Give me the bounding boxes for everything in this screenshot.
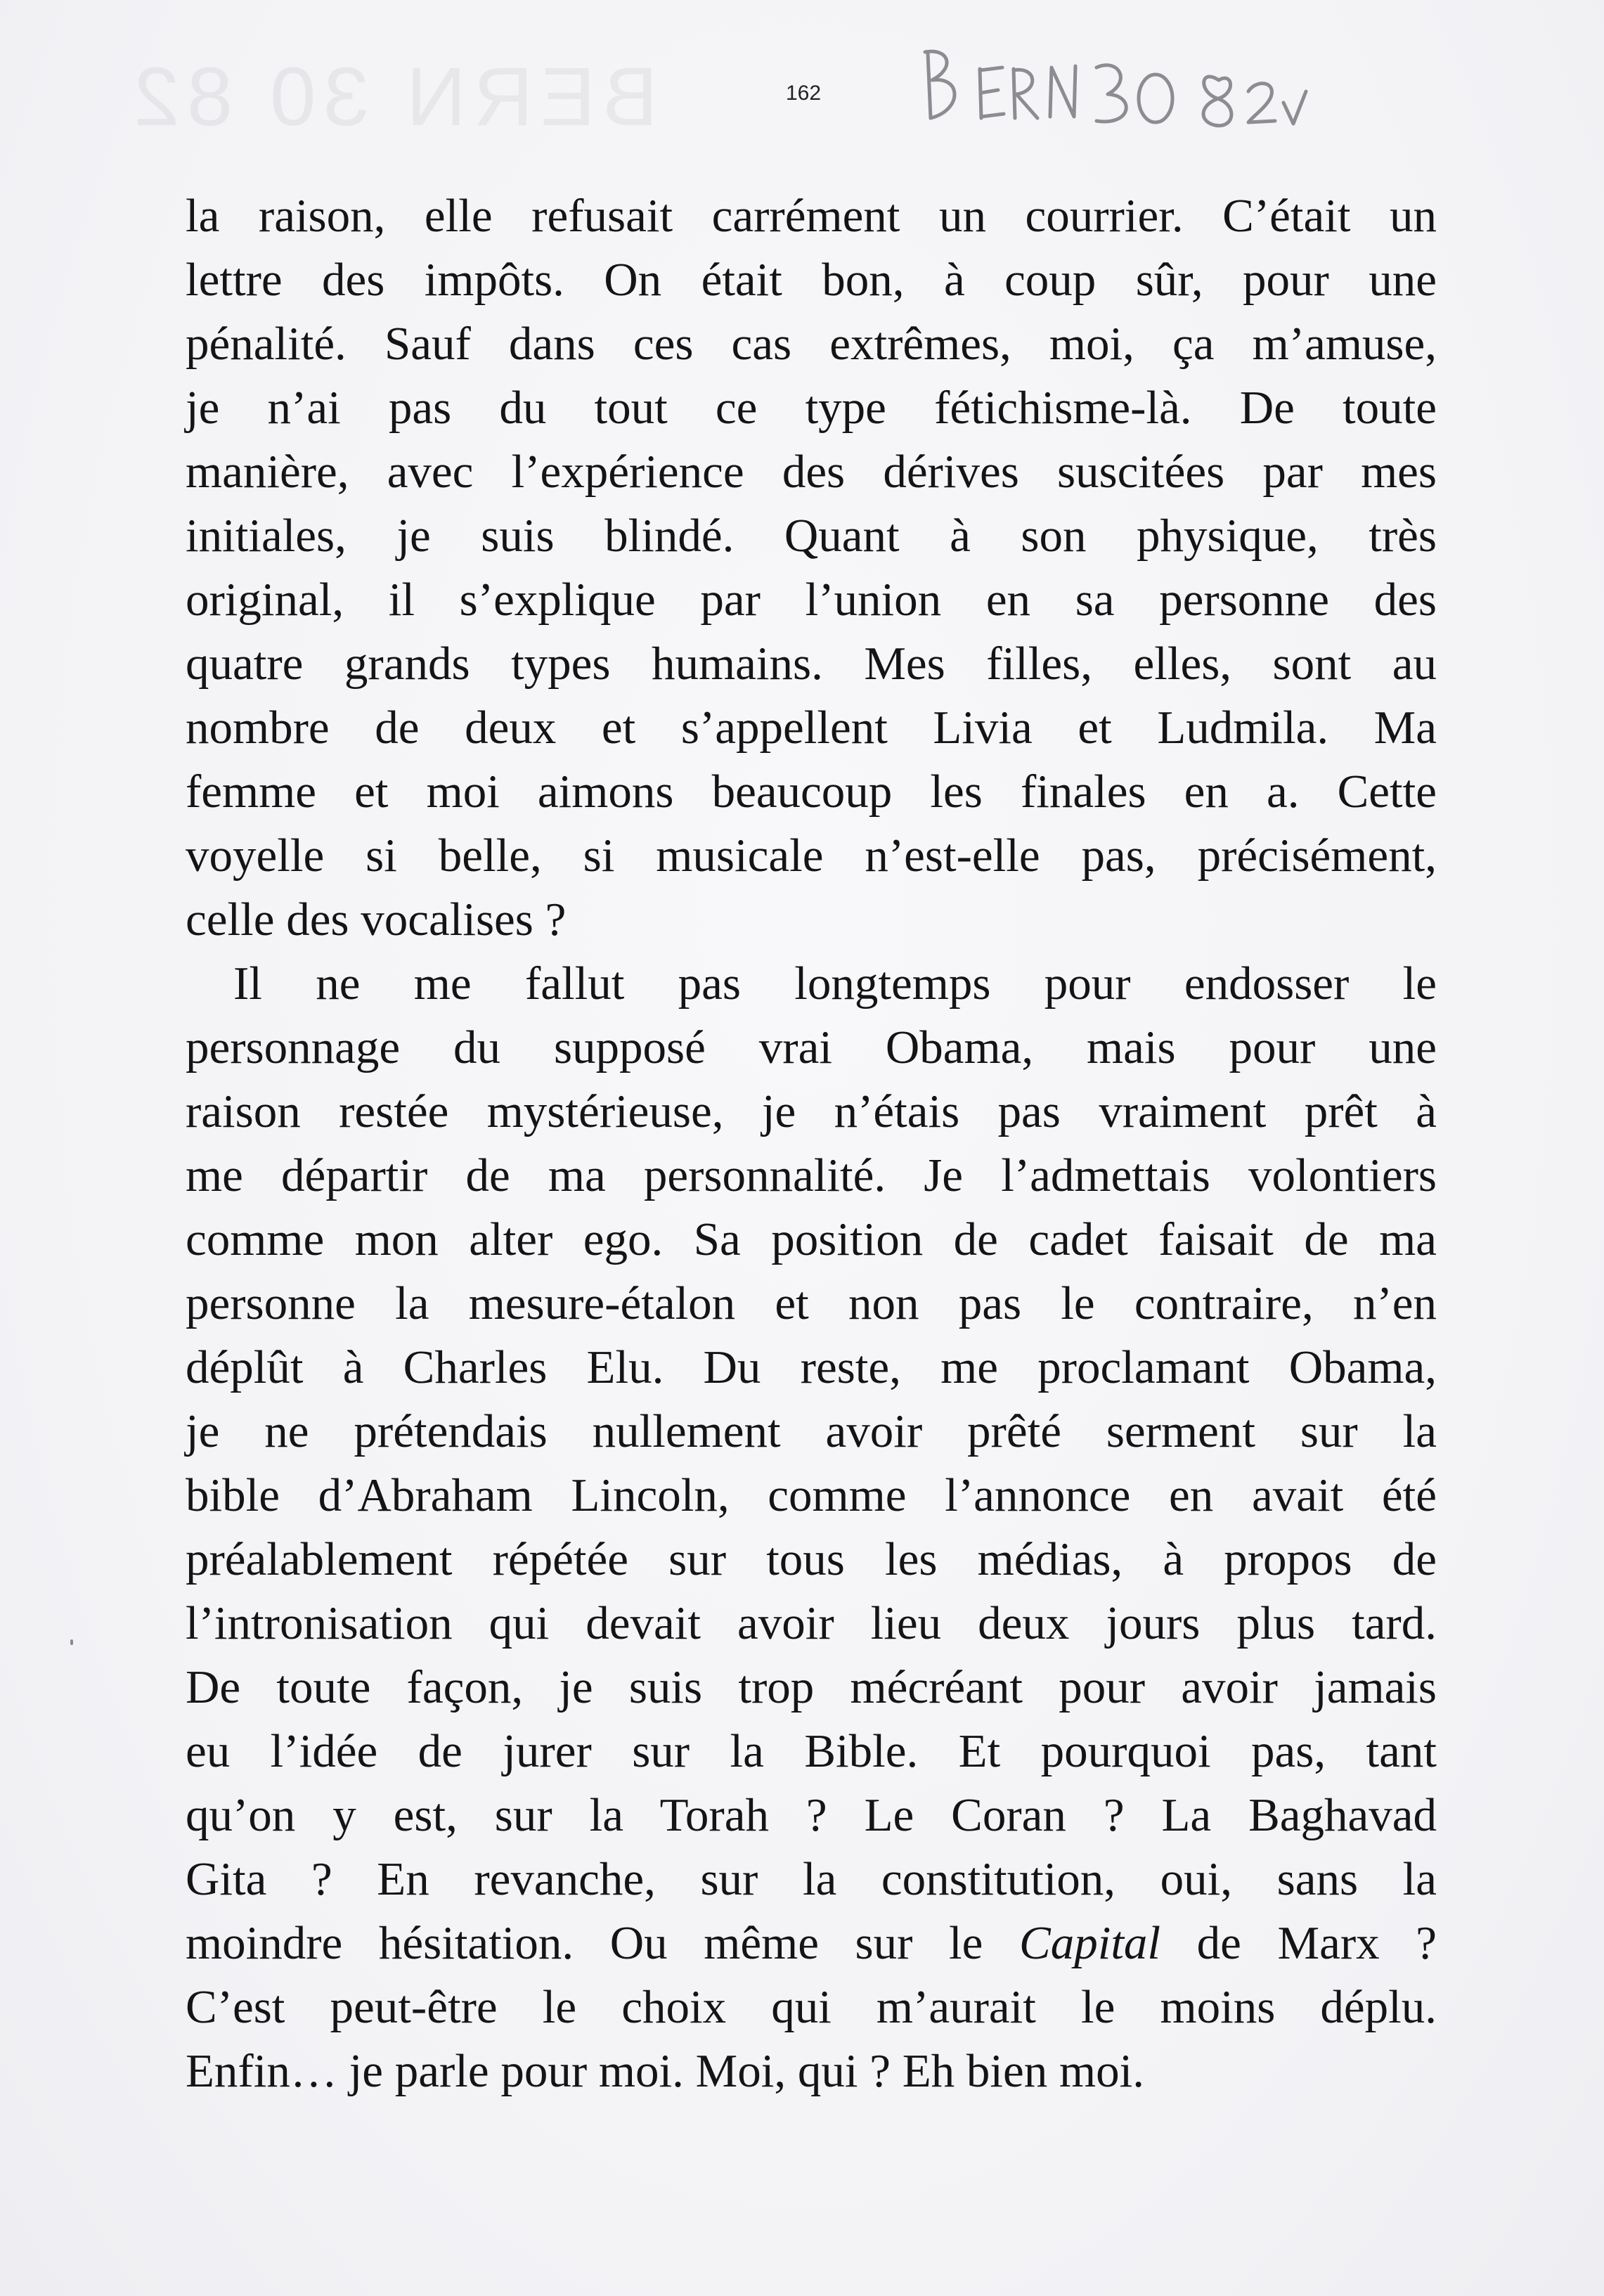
paragraph-end-line: Enfin… je parle pour moi. Moi, qui ? Eh bien moi. bbox=[186, 2045, 1144, 2097]
text-line: la raison, elle refusait carrément un courrier. C’était un bbox=[186, 190, 1437, 242]
body-text bbox=[186, 184, 1437, 2103]
text-line: quatre grands types humains. Mes filles, elles, sont au bbox=[186, 638, 1437, 690]
text-line: personnage du supposé vrai Obama, mais pour une bbox=[186, 1021, 1437, 1073]
text-line: voyelle si belle, si musicale n’est-elle pas, précisément, bbox=[186, 830, 1437, 882]
text-line: raison restée mystérieuse, je n’étais pas vraiment prêt à bbox=[186, 1085, 1437, 1137]
text-line: je n’ai pas du tout ce type fétichisme-là. De toute bbox=[186, 382, 1437, 434]
text-line: original, il s’explique par l’union en sa personne des bbox=[186, 574, 1437, 626]
paragraph-end-line: celle des vocalises ? bbox=[186, 894, 567, 946]
bleed-through-shadow: BERN 30 82 bbox=[127, 51, 658, 143]
text-segment: moindre hésitation. Ou même sur le bbox=[186, 1917, 1020, 1969]
book-title-italic: Capital bbox=[1019, 1917, 1161, 1969]
text-line: déplût à Charles Elu. Du reste, me proclamant Obama, bbox=[186, 1341, 1437, 1393]
page-number: 162 bbox=[786, 82, 822, 105]
text-line: je ne prétendais nullement avoir prêté serment sur la bbox=[186, 1405, 1437, 1457]
text-line: pénalité. Sauf dans ces cas extrêmes, moi, ça m’amuse, bbox=[186, 318, 1437, 370]
text-line: initiales, je suis blindé. Quant à son physique, très bbox=[186, 510, 1437, 562]
scan-speck bbox=[70, 1639, 73, 1645]
text-line: préalablement répétée sur tous les médias, à propos de bbox=[186, 1533, 1437, 1585]
text-line: Gita ? En revanche, sur la constitution, oui, sans la bbox=[186, 1853, 1437, 1905]
text-line-with-title bbox=[186, 1911, 1437, 1975]
text-line: De toute façon, je suis trop mécréant pour avoir jamais bbox=[186, 1661, 1437, 1713]
text-line: lettre des impôts. On était bon, à coup sûr, pour une bbox=[186, 254, 1437, 306]
text-segment: de Marx ? bbox=[1160, 1917, 1437, 1969]
paragraph-start-line: Il ne me fallut pas longtemps pour endosser le bbox=[233, 957, 1437, 1010]
handwritten-archive-reference bbox=[921, 39, 1314, 145]
text-line: eu l’idée de jurer sur la Bible. Et pourquoi pas, tant bbox=[186, 1725, 1437, 1777]
text-line: femme et moi aimons beaucoup les finales en a. Cette bbox=[186, 766, 1437, 818]
text-line: qu’on y est, sur la Torah ? Le Coran ? La Baghavad bbox=[186, 1789, 1437, 1841]
text-line: C’est peut-être le choix qui m’aurait le moins déplu. bbox=[186, 1981, 1437, 2033]
text-line: nombre de deux et s’appellent Livia et Ludmila. Ma bbox=[186, 702, 1437, 754]
text-line: personne la mesure-étalon et non pas le contraire, n’en bbox=[186, 1277, 1437, 1329]
text-line: comme mon alter ego. Sa position de cadet faisait de ma bbox=[186, 1213, 1437, 1265]
text-line: me départir de ma personnalité. Je l’admettais volontiers bbox=[186, 1149, 1437, 1201]
text-line: l’intronisation qui devait avoir lieu deux jours plus tard. bbox=[186, 1597, 1437, 1649]
text-line: bible d’Abraham Lincoln, comme l’annonce en avait été bbox=[186, 1469, 1437, 1521]
text-line: manière, avec l’expérience des dérives suscitées par mes bbox=[186, 446, 1437, 498]
